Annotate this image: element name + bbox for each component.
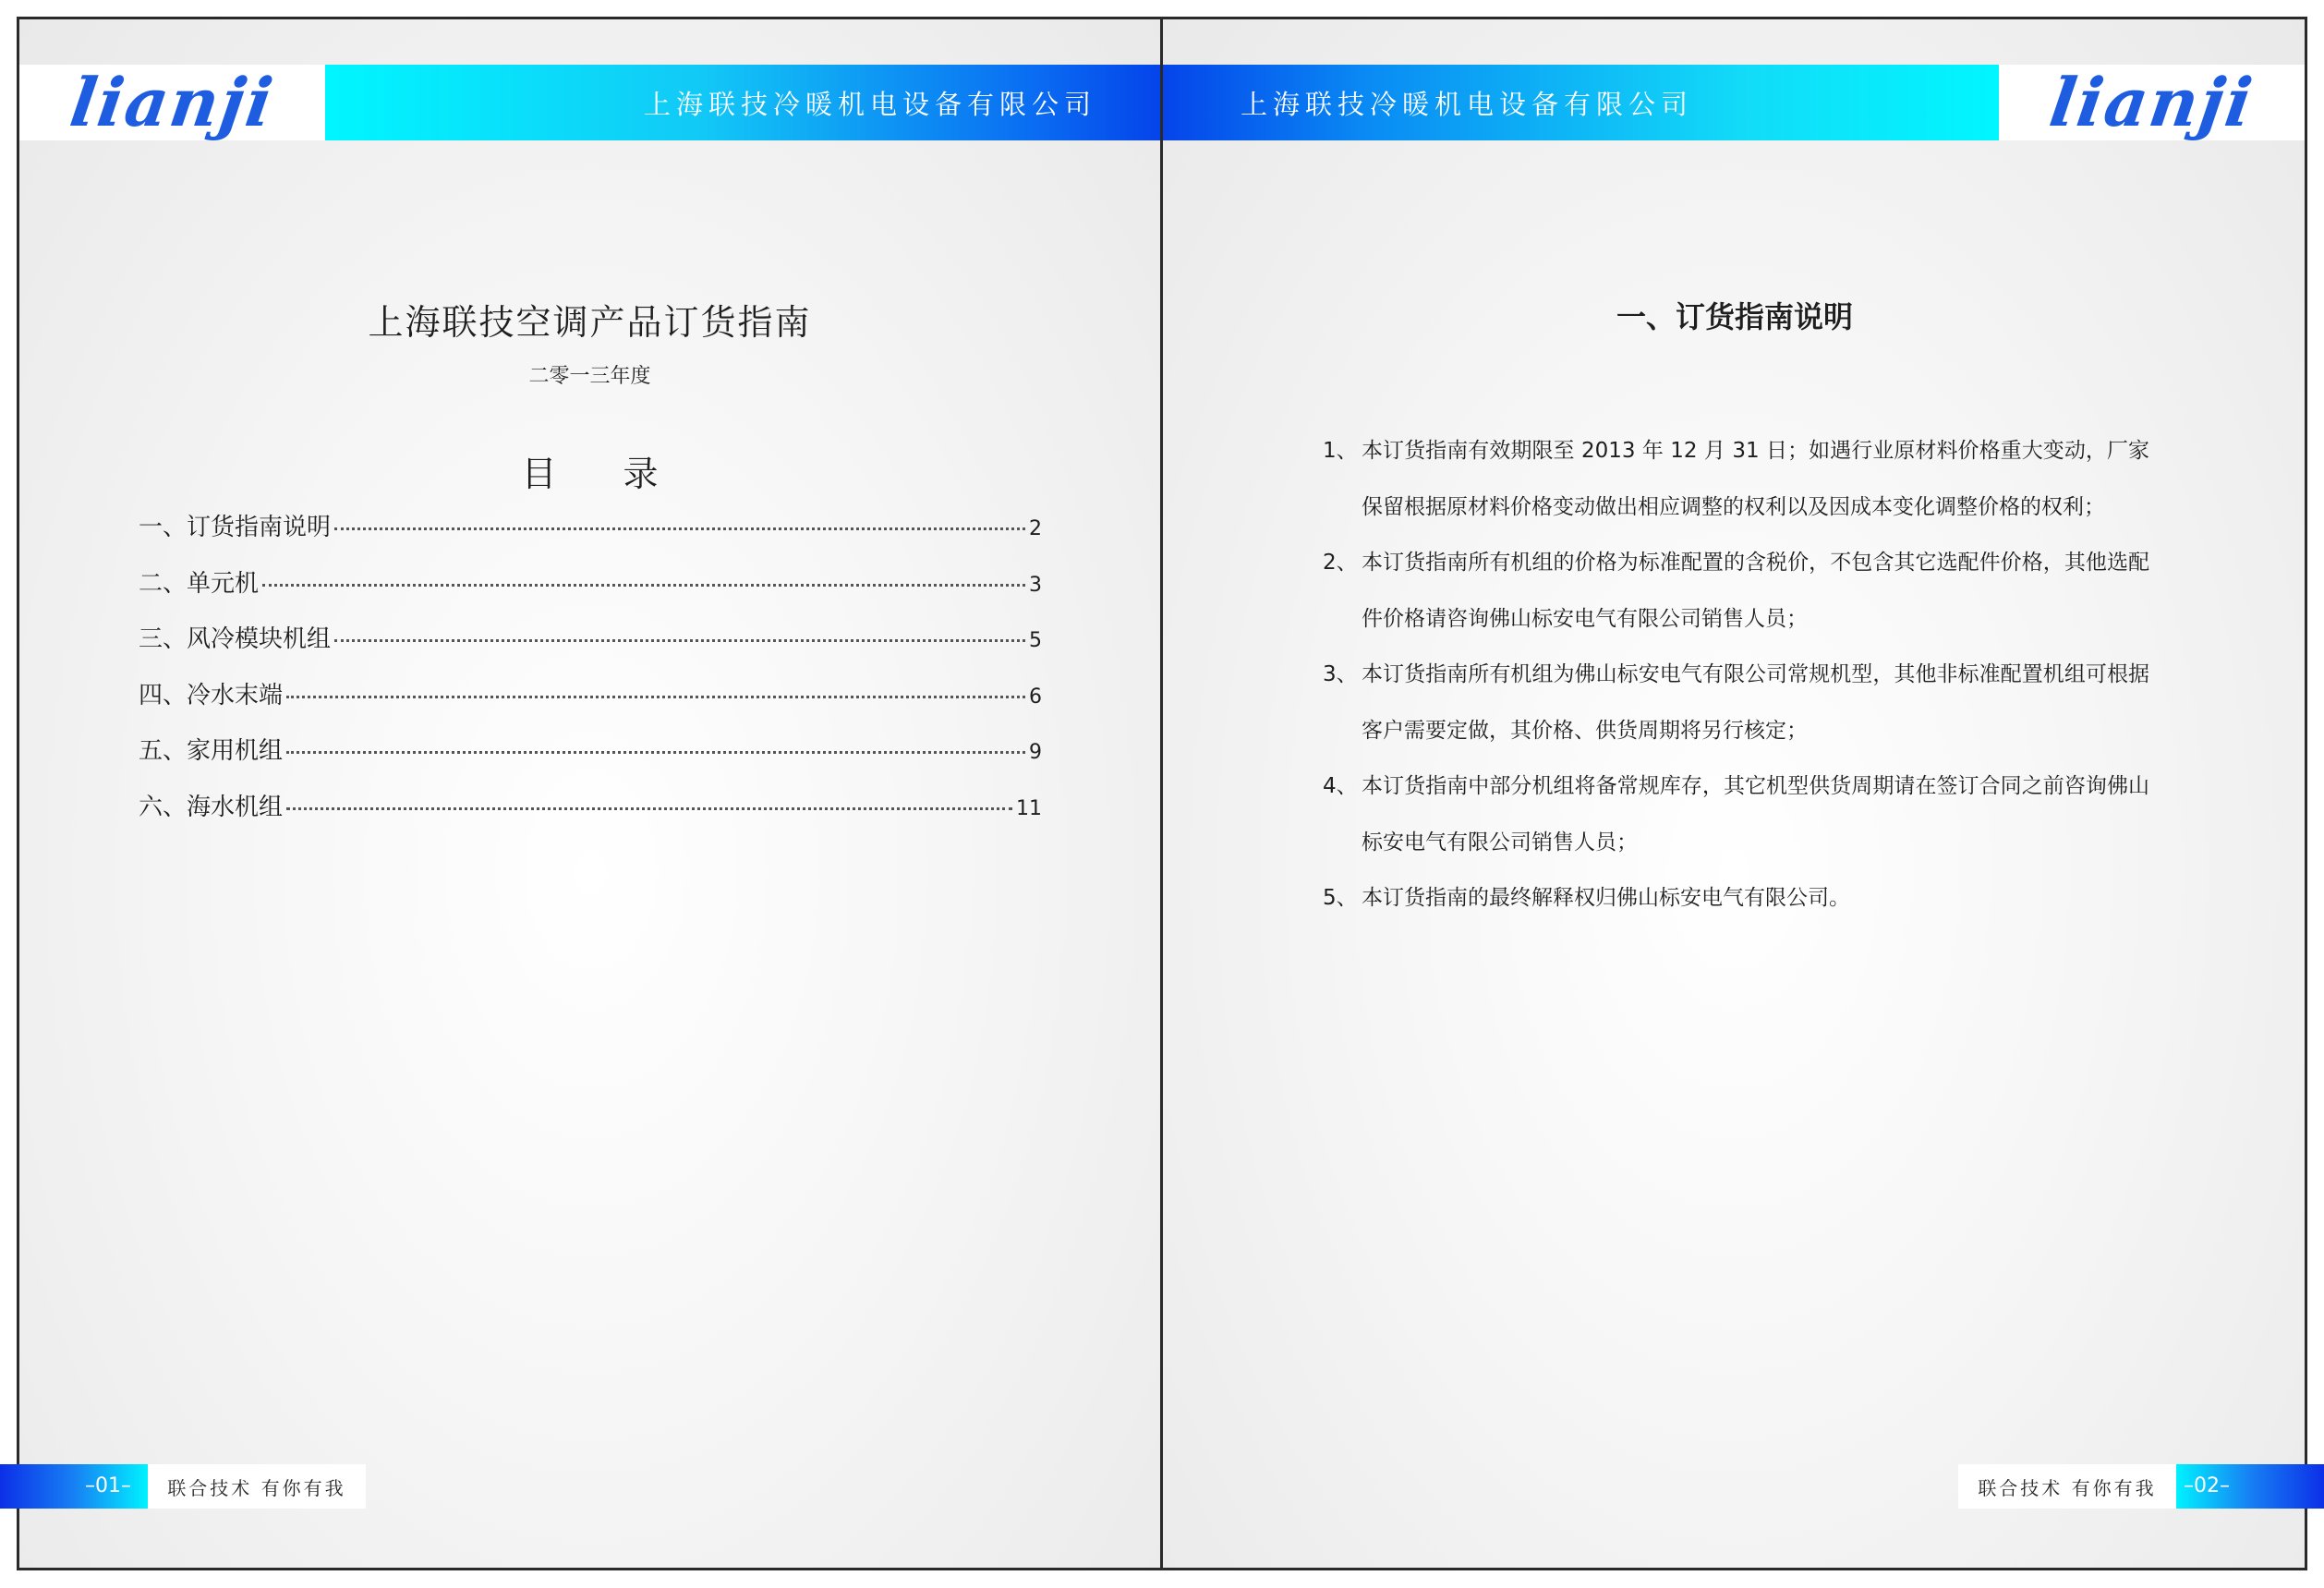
right-footer-slogan: 联合技术 有你有我 [1958,1464,2176,1509]
section-title: 一、订货指南说明 [1616,299,1853,334]
toc-entry-page: 3 [1029,573,1042,597]
note-text: 本订货指南所有机组的价格为标准配置的含税价，不包含其它选配件价格，其他选配件价格请咨询佛山标安电气有限公司销售人员； [1362,551,2149,631]
left-header-band [325,65,1160,140]
toc-entry-page: 6 [1029,685,1042,709]
toc-entry[interactable] [139,788,1042,844]
toc-entry-label: 五、家用机组 [139,737,284,765]
toc-entry-page: 5 [1029,629,1042,652]
toc-leader-dots [286,807,1012,810]
note-item [1323,535,2149,647]
note-item [1323,647,2149,758]
toc-leader-dots [334,527,1025,530]
right-page-number: –02– [2184,1474,2230,1497]
note-number: 3、 [1323,662,1358,686]
toc-entry[interactable] [139,508,1042,564]
table-of-contents [139,508,1042,843]
toc-leader-dots [286,751,1025,754]
toc-entry[interactable] [139,564,1042,621]
right-header-band [1163,65,1999,140]
ordering-notes-list [1323,423,2149,927]
page-spine-divider [1160,17,1163,1570]
left-page-number: –01– [85,1474,131,1497]
left-logo-box [19,65,325,140]
toc-entry-label: 三、风冷模块机组 [139,625,332,653]
lianji-logo: lianji [2045,63,2259,141]
note-text: 本订货指南有效期限至 2013 年 12 月 31 日；如遇行业原材料价格重大变动，厂家保留根据原材料价格变动做出相应调整的权利以及因成本变化调整价格的权利； [1362,439,2149,519]
toc-entry[interactable] [139,620,1042,676]
note-number: 2、 [1323,551,1358,575]
toc-entry-page: 9 [1029,741,1042,764]
left-footer-slogan: 联合技术 有你有我 [148,1464,366,1509]
note-text: 本订货指南所有机组为佛山标安电气有限公司常规机型，其他非标准配置机组可根据客户需要定做，其价格、供货周期将另行核定； [1362,662,2149,743]
toc-leader-dots [262,584,1025,587]
right-logo-box [1999,65,2305,140]
note-item [1323,423,2149,535]
toc-entry[interactable] [139,732,1042,788]
note-number: 5、 [1323,886,1358,910]
note-number: 4、 [1323,774,1358,798]
right-company-name: 上海联技冷暖机电设备有限公司 [1241,88,1694,120]
note-text: 本订货指南中部分机组将备常规库存，其它机型供货周期请在签订合同之前咨询佛山标安电气有限公司销售人员； [1362,774,2149,855]
toc-entry-label: 一、订货指南说明 [139,514,332,541]
toc-leader-dots [286,696,1025,698]
toc-entry-label: 二、单元机 [139,569,260,598]
toc-entry-page: 2 [1029,517,1042,540]
note-item [1323,870,2149,927]
lianji-logo: lianji [66,63,280,141]
toc-leader-dots [334,639,1025,642]
left-company-name: 上海联技冷暖机电设备有限公司 [644,88,1097,120]
note-number: 1、 [1323,439,1358,463]
toc-entry-page: 11 [1016,796,1042,820]
toc-entry-label: 四、冷水末端 [139,681,284,709]
document-subtitle: 二零一三年度 [528,365,651,388]
note-item [1323,758,2149,870]
toc-entry[interactable] [139,676,1042,733]
note-text: 本订货指南的最终解释权归佛山标安电气有限公司。 [1362,886,1850,910]
toc-heading: 目 录 [521,454,686,494]
toc-entry-label: 六、海水机组 [139,793,284,821]
document-title: 上海联技空调产品订货指南 [368,302,812,343]
